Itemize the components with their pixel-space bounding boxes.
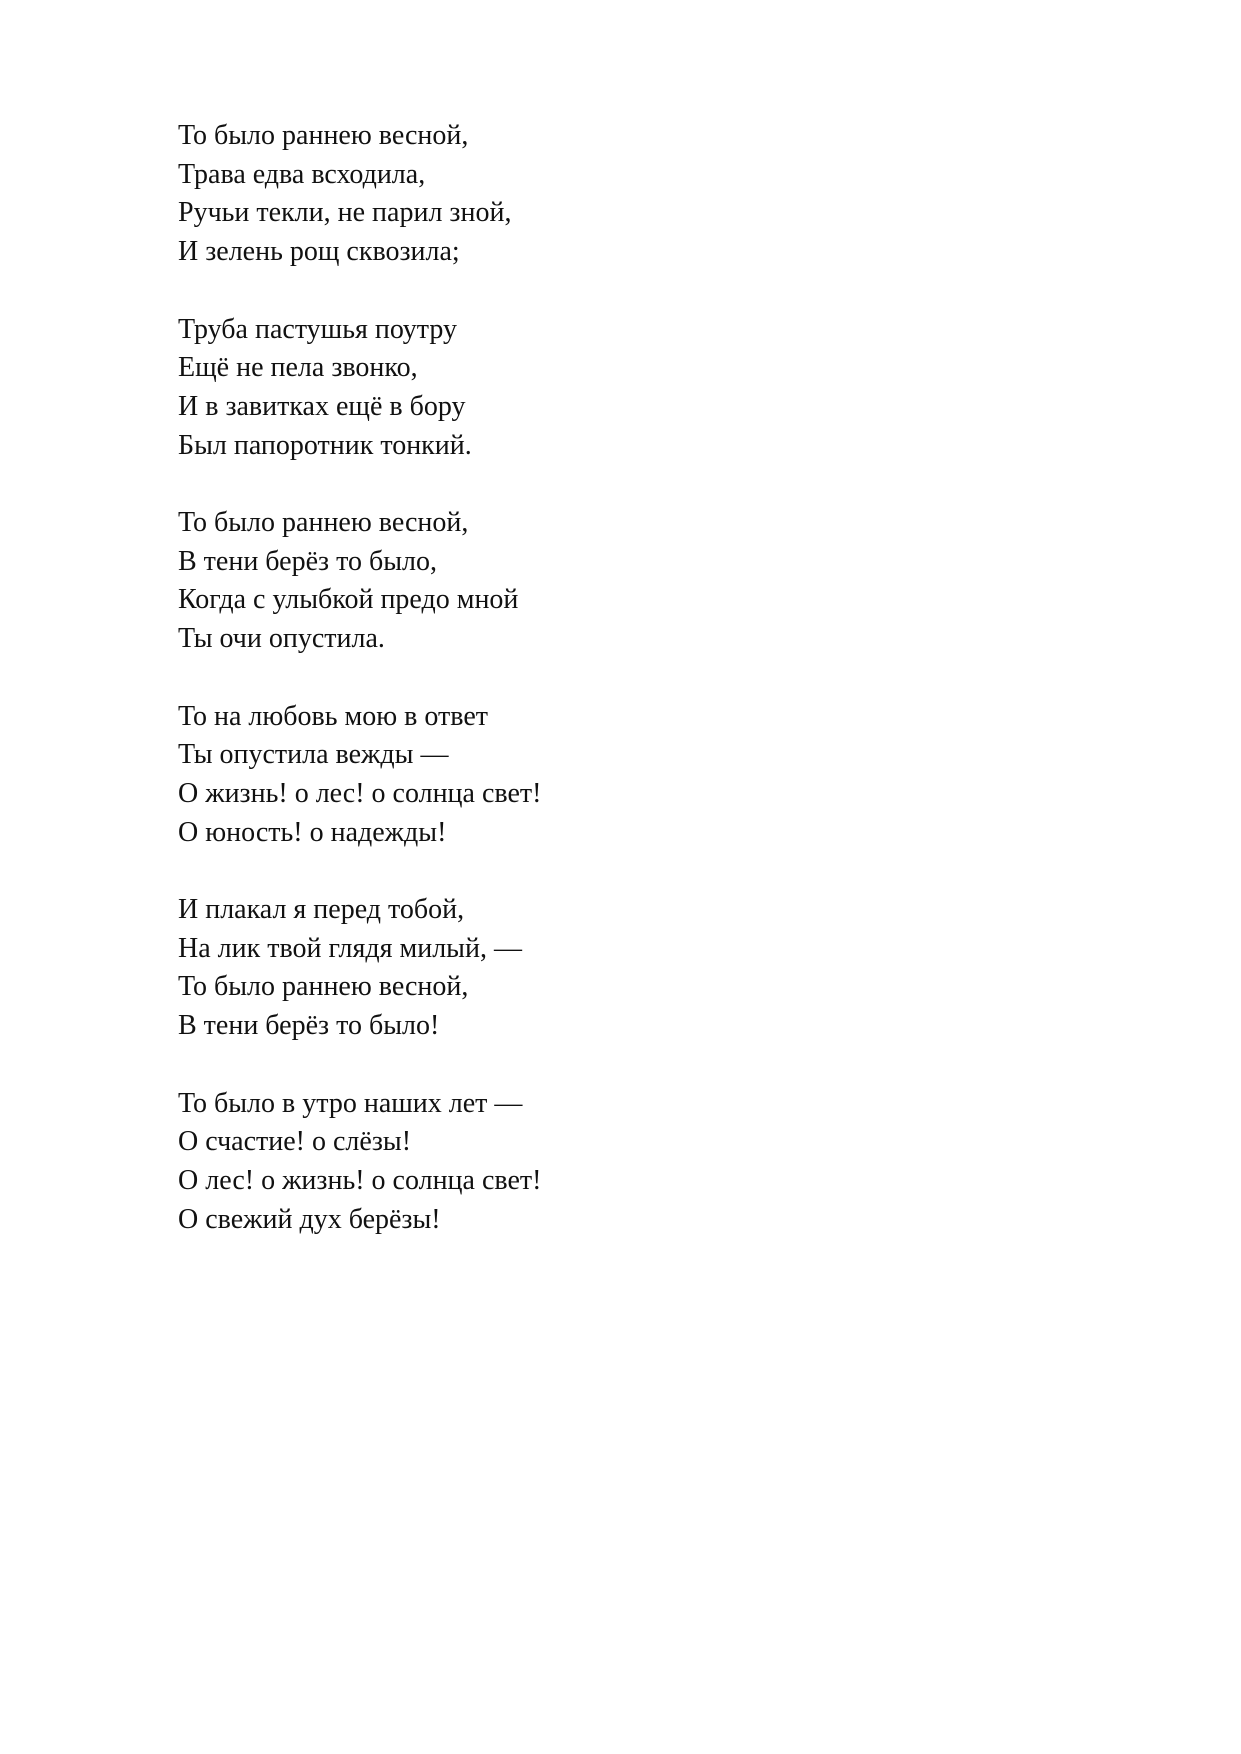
poem-line: Ручьи текли, не парил зной, <box>178 197 512 229</box>
stanza-3 <box>178 504 978 659</box>
stanza-6 <box>178 1085 978 1240</box>
poem-line: О счастие! о слёзы! <box>178 1126 412 1158</box>
poem-line: На лик твой глядя милый, — <box>178 932 522 964</box>
poem-line: О жизнь! о лес! о солнца свет! <box>178 777 542 809</box>
poem-line: То было раннею весной, <box>178 507 469 538</box>
stanza-4 <box>178 698 978 853</box>
poem-line: В тени берёз то было! <box>178 1010 440 1042</box>
stanza-1 <box>178 117 978 272</box>
poem-line: Труба пастушья поутру <box>178 313 458 345</box>
poem-line: Ещё не пела звонко, <box>178 352 418 384</box>
poem-line: Ты очи опустила. <box>178 623 385 655</box>
poem-line: И плакал я перед тобой, <box>178 894 465 925</box>
poem-line: И в завитках ещё в бору <box>178 390 466 422</box>
poem-line: Был папоротник тонкий. <box>178 429 472 461</box>
poem-line: То было раннею весной, <box>178 971 469 1003</box>
poem-line: В тени берёз то было, <box>178 545 437 577</box>
poem-line: То на любовь мою в ответ <box>178 700 488 732</box>
poem-line: О свежий дух берёзы! <box>178 1203 441 1235</box>
poem-line: Ты опустила вежды — <box>178 739 449 771</box>
poem-text <box>178 117 978 1239</box>
stanza-2 <box>178 311 978 466</box>
poem-line: О лес! о жизнь! о солнца свет! <box>178 1164 542 1196</box>
poem-line: И зелень рощ сквозила; <box>178 236 460 268</box>
stanza-5 <box>178 891 978 1046</box>
poem-line: То было в утро наших лет — <box>178 1087 523 1119</box>
poem-line: То было раннею весной, <box>178 120 469 151</box>
poem-line: Трава едва всходила, <box>178 158 426 190</box>
poem-line: О юность! о надежды! <box>178 816 447 848</box>
poem-line: Когда с улыбкой предо мной <box>178 584 519 616</box>
